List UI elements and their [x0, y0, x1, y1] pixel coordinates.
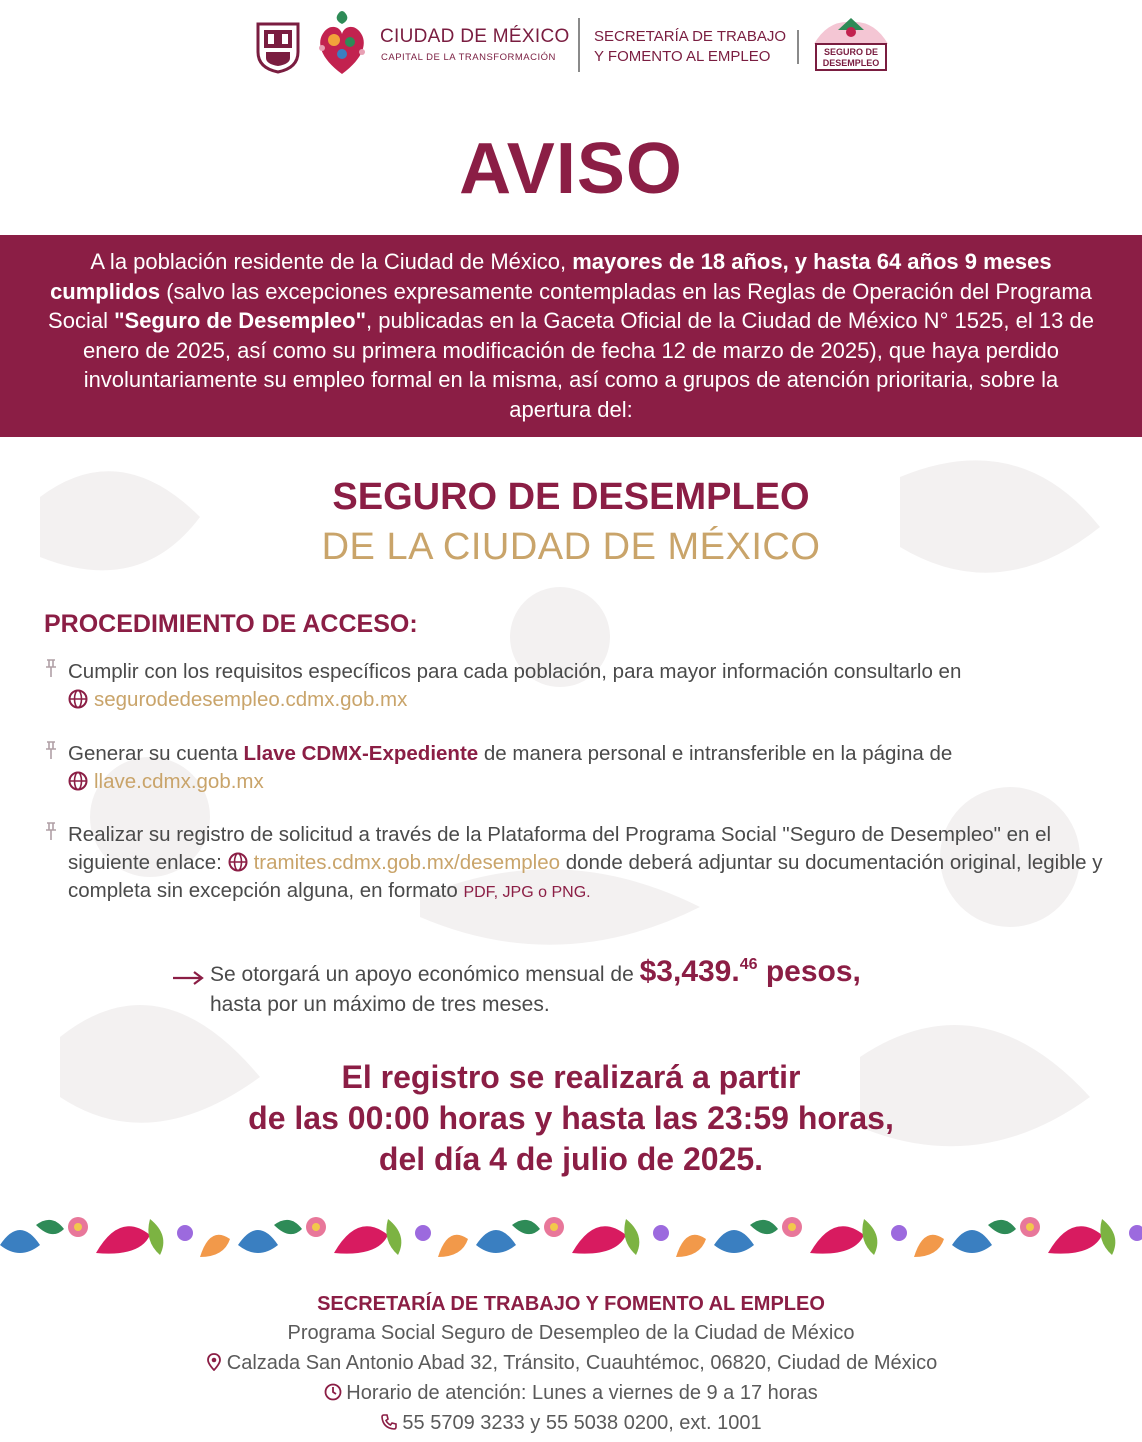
- registration-line1: El registro se realizará a partir: [341, 1059, 801, 1095]
- support-amount-cents: 46: [739, 956, 758, 973]
- globe-icon: [68, 689, 88, 709]
- step-2-text: Generar su cuenta: [68, 742, 244, 765]
- pin-icon: [44, 821, 58, 841]
- pin-icon: [44, 658, 58, 678]
- llave-cdmx-highlight: Llave CDMX-Expediente: [243, 742, 479, 765]
- procedure-title: PROCEDIMIENTO DE ACCESO:: [44, 610, 418, 638]
- program-subtitle: DE LA CIUDAD DE MÉXICO: [321, 526, 821, 568]
- location-pin-icon: [205, 1353, 223, 1371]
- registration-line2: de las 00:00 horas y hasta las 23:59 horas,: [248, 1100, 894, 1136]
- footer-phones-row: [0, 1408, 1142, 1438]
- footer-phones: 55 5709 3233 y 55 5038 0200, ext. 1001: [402, 1412, 762, 1434]
- cdmx-subtitle: CAPITAL DE LA TRANSFORMACIÓN: [381, 52, 556, 63]
- banner-text: A la población residente de la Ciudad de México,: [90, 249, 573, 274]
- footer-title: SECRETARÍA DE TRABAJO Y FOMENTO AL EMPLEO: [317, 1293, 825, 1315]
- globe-icon: [228, 852, 248, 872]
- pin-icon: [44, 740, 58, 760]
- notice-banner: [0, 235, 1142, 437]
- procedure-step-2: [44, 740, 1114, 796]
- banner-text: , publicadas en la Gaceta Oficial de la Ciudad de México N° 1525, el 13 de enero de 2025, así como su primera modificación de fecha 12 de marzo de 2025), que haya perdido involuntariamente su empleo formal en la misma, así como a grupos de atención prioritaria, sobre la apertura del:: [83, 308, 1094, 422]
- support-text: Se otorgará un apoyo económico mensual de: [210, 963, 640, 986]
- secretaria-title: [594, 27, 794, 67]
- footer: [0, 1290, 1142, 1438]
- banner-text: (salvo las excepciones expresamente contempladas en las Reglas de Operación del Programa Social: [48, 278, 1092, 333]
- tramites-desempleo-link[interactable]: tramites.cdmx.gob.mx/desempleo: [253, 851, 561, 874]
- footer-hours: Horario de atención: Lunes a viernes de 9 a 17 horas: [346, 1382, 818, 1404]
- header-divider: [578, 18, 580, 72]
- support-amount-unit: pesos,: [757, 955, 861, 988]
- globe-icon: [68, 771, 88, 791]
- banner-bold-age: mayores de 18 años, y hasta 64 años 9 meses cumplidos: [50, 249, 1052, 304]
- registration-dates: [0, 1057, 1142, 1180]
- header: [0, 0, 1142, 100]
- step-2-text: de manera personal e intransferible en la página de: [478, 742, 953, 765]
- footer-hours-row: [0, 1378, 1142, 1408]
- footer-program: Programa Social Seguro de Desempleo de la Ciudad de México: [287, 1322, 855, 1344]
- footer-address-row: [0, 1348, 1142, 1378]
- step-1-text: Cumplir con los requisitos específicos para cada población, para mayor información consultarlo en: [68, 660, 962, 683]
- secretaria-line2: Y FOMENTO AL EMPLEO: [594, 48, 771, 65]
- header-divider: [797, 30, 799, 64]
- file-formats: PDF, JPG o PNG.: [463, 884, 591, 901]
- registration-line3: del día 4 de julio de 2025.: [378, 1141, 764, 1177]
- cdmx-heart-logo: [314, 8, 370, 80]
- seguro-logo-text1: SEGURO DE: [823, 47, 879, 57]
- seguro-desempleo-logo: [808, 14, 894, 74]
- support-duration: hasta por un máximo de tres meses.: [210, 993, 550, 1016]
- seguro-logo-text2: DESEMPLEO: [822, 58, 880, 68]
- clock-icon: [324, 1383, 342, 1401]
- segurodedesempleo-link[interactable]: segurodedesempleo.cdmx.gob.mx: [94, 688, 408, 711]
- step-3-text: Realizar su registro de solicitud a través de la Plataforma del Programa Social "Seguro de Desempleo" en el siguiente enlace:: [68, 823, 1052, 874]
- phone-icon: [380, 1413, 398, 1431]
- banner-bold-program: "Seguro de Desempleo": [114, 308, 367, 333]
- page-title: AVISO: [459, 129, 683, 209]
- floral-border-decoration: [0, 1205, 1142, 1263]
- footer-address: Calzada San Antonio Abad 32, Tránsito, Cuauhtémoc, 06820, Ciudad de México: [226, 1352, 938, 1374]
- economic-support: [172, 950, 992, 1020]
- procedure-step-3: [44, 821, 1114, 907]
- procedure-step-1: [44, 658, 1114, 714]
- coat-of-arms-logo: [254, 20, 302, 74]
- llave-cdmx-link[interactable]: llave.cdmx.gob.mx: [94, 770, 264, 793]
- cdmx-title: CIUDAD DE MÉXICO: [380, 26, 570, 47]
- secretaria-line1: SECRETARÍA DE TRABAJO: [594, 28, 786, 45]
- arrow-right-icon: [172, 970, 204, 986]
- program-title: SEGURO DE DESEMPLEO: [332, 476, 810, 518]
- support-amount-main: $3,439.: [639, 955, 740, 988]
- step-3-text: donde deberá adjuntar su documentación original, legible y completa sin excepción alguna, en formato: [68, 851, 1103, 902]
- support-amount: [640, 955, 861, 988]
